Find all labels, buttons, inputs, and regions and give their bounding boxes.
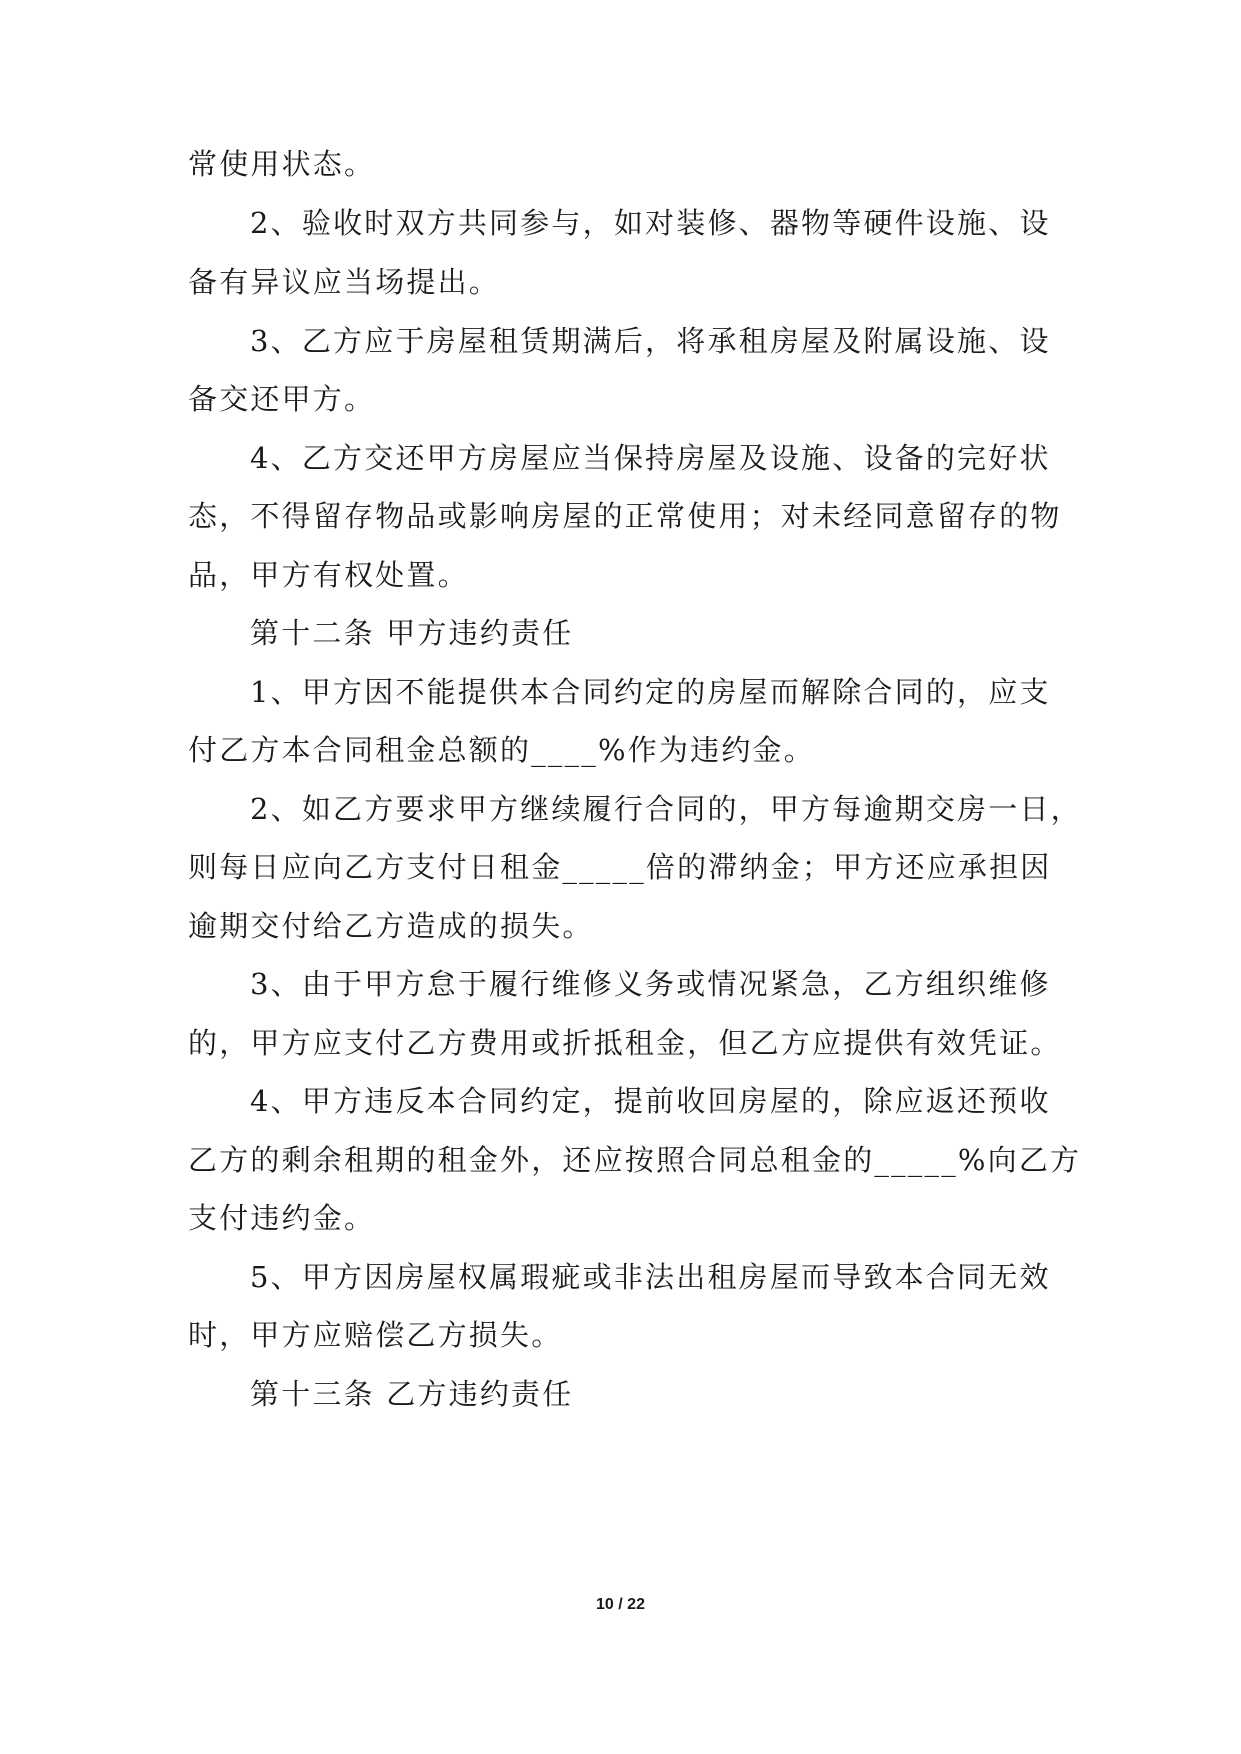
text-line: 2、验收时双方共同参与，如对装修、器物等硬件设施、设	[250, 206, 1051, 240]
text-line: 支付违约金。	[188, 1201, 376, 1235]
text-line: 付乙方本合同租金总额的____%作为违约金。	[188, 733, 815, 767]
text-line: 2、如乙方要求甲方继续履行合同的，甲方每逾期交房一日，	[250, 792, 1082, 826]
text-line: 时，甲方应赔偿乙方损失。	[188, 1318, 563, 1352]
text-line: 态，不得留存物品或影响房屋的正常使用；对未经同意留存的物	[188, 499, 1062, 533]
text-line: 乙方的剩余租期的租金外，还应按照合同总租金的_____%向乙方	[188, 1143, 1082, 1177]
text-line: 3、乙方应于房屋租赁期满后，将承租房屋及附属设施、设	[250, 324, 1051, 358]
text-line: 3、由于甲方怠于履行维修义务或情况紧急，乙方组织维修	[250, 967, 1051, 1001]
section-heading: 第十三条 乙方违约责任	[250, 1377, 574, 1411]
text-line: 品，甲方有权处置。	[188, 558, 469, 592]
text-line: 的，甲方应支付乙方费用或折抵租金，但乙方应提供有效凭证。	[188, 1026, 1062, 1060]
section-heading: 第十二条 甲方违约责任	[250, 616, 574, 650]
text-line: 4、甲方违反本合同约定，提前收回房屋的，除应返还预收	[250, 1084, 1051, 1118]
text-line: 备交还甲方。	[188, 382, 376, 416]
text-line: 常使用状态。	[188, 147, 376, 181]
text-line: 则每日应向乙方支付日租金_____倍的滞纳金；甲方还应承担因	[188, 850, 1052, 884]
text-line: 1、甲方因不能提供本合同约定的房屋而解除合同的，应支	[250, 675, 1051, 709]
text-line: 逾期交付给乙方造成的损失。	[188, 909, 594, 943]
page-number: 10 / 22	[596, 1596, 645, 1613]
text-line: 5、甲方因房屋权属瑕疵或非法出租房屋而导致本合同无效	[250, 1260, 1051, 1294]
text-line: 备有异议应当场提出。	[188, 265, 501, 299]
text-line: 4、乙方交还甲方房屋应当保持房屋及设施、设备的完好状	[250, 441, 1051, 475]
